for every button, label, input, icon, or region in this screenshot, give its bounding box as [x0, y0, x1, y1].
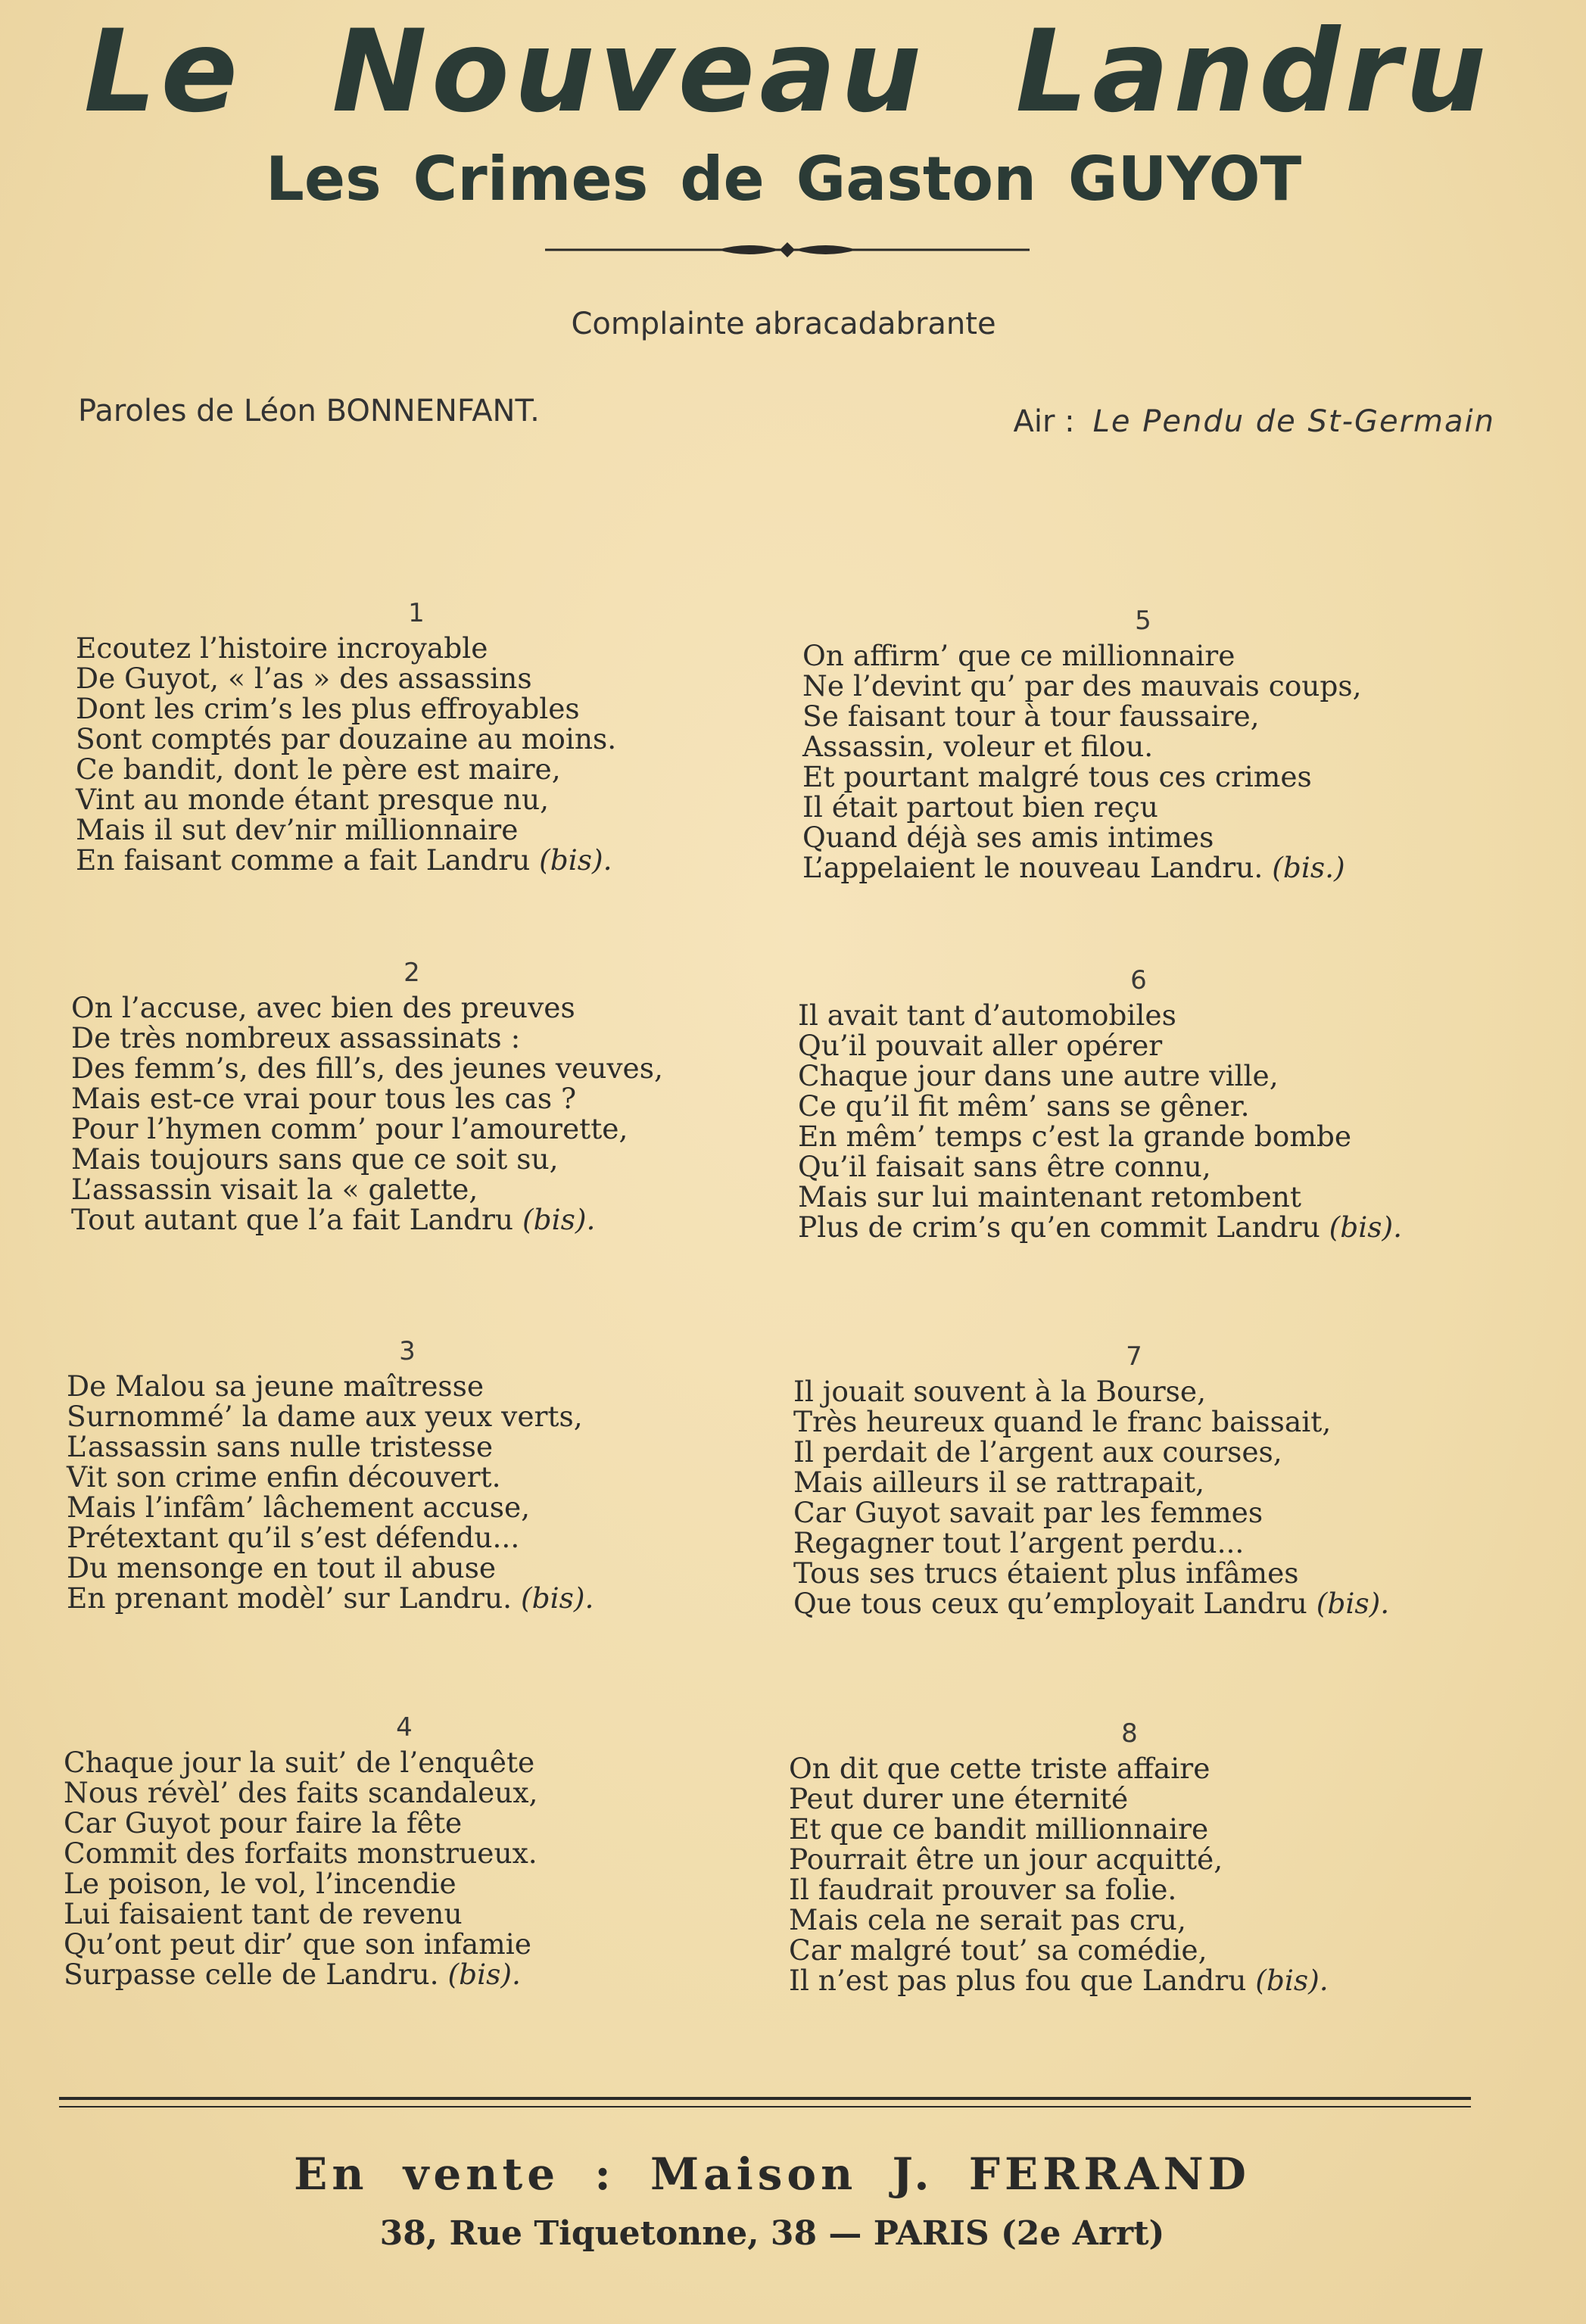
verse-line: Regagner tout l’argent perdu... [793, 1526, 1245, 1559]
verse-line-text: Que tous ceux qu’employait Landru [793, 1587, 1307, 1620]
verse-line: Peut durer une éternité [789, 1782, 1129, 1815]
air-title: Le Pendu de St-Germain [1092, 404, 1495, 439]
verse-line: L’assassin visait la « galette, [71, 1173, 478, 1206]
verse-line [71, 1204, 752, 1235]
bis-marker: (bis). [1316, 1587, 1390, 1620]
song-genre: Complainte abracadabrante [571, 307, 996, 341]
verse-line: Sont comptés par douzaine au moins. [76, 722, 617, 755]
verse-number: 7 [1126, 1341, 1142, 1372]
verse-line: Vint au monde étant presque nu, [76, 783, 550, 816]
verse-line: Tous ses trucs étaient plus infâmes [793, 1556, 1299, 1590]
verse-2 [71, 958, 752, 1235]
publisher-line: En vente : Maison J. FERRAND [294, 2148, 1251, 2200]
verse-number: 3 [399, 1336, 416, 1366]
bis-marker: (bis). [447, 1958, 521, 1991]
verse-7 [793, 1341, 1475, 1618]
verse-line [67, 1583, 748, 1613]
verse-line-text: Plus de crim’s qu’en commit Landru [798, 1210, 1320, 1244]
verse-line: Mais ailleurs il se rattrapait, [793, 1466, 1204, 1499]
verse-line [64, 1959, 745, 1989]
verse-1 [76, 598, 757, 875]
verse-line: Qu’il faisait sans être connu, [798, 1150, 1211, 1183]
verse-line: Car Guyot savait par les femmes [793, 1496, 1264, 1529]
verse-line: Commit des forfaits monstrueux. [64, 1836, 537, 1870]
verse-line: Mais il sut dev’nir millionnaire [76, 813, 519, 846]
air-label: Air : [1013, 404, 1075, 439]
verse-line: Et pourtant malgré tous ces crimes [802, 760, 1312, 793]
verse-number: 5 [1135, 606, 1151, 636]
bis-marker: (bis). [522, 1203, 596, 1236]
verse-number: 8 [1121, 1718, 1138, 1749]
verse-3 [67, 1336, 748, 1613]
verse-line-text: En prenant modèl’ sur Landru. [67, 1581, 513, 1615]
verse-line: Car malgré tout’ sa comédie, [789, 1933, 1207, 1967]
verse-line: Pourrait être un jour acquitté, [789, 1843, 1223, 1876]
bis-marker: (bis). [1329, 1210, 1403, 1244]
verse-4 [64, 1712, 745, 1989]
verse-line-text: En faisant comme a fait Landru [76, 843, 531, 877]
verse-line: Très heureux quand le franc baissait, [793, 1405, 1332, 1438]
verse-line: Pour l’hymen comm’ pour l’amourette, [71, 1112, 628, 1145]
verse-line: Surnommé’ la dame aux yeux verts, [67, 1400, 583, 1433]
verse-line: Mais l’infâm’ lâchement accuse, [67, 1491, 531, 1524]
verse-line: Il avait tant d’automobiles [798, 998, 1176, 1032]
verse-line: Il perdait de l’argent aux courses, [793, 1435, 1282, 1469]
verse-line: Et que ce bandit millionnaire [789, 1812, 1209, 1846]
verse-line: Il jouait souvent à la Bourse, [793, 1375, 1207, 1408]
verse-line [793, 1588, 1475, 1618]
verse-line: Nous révèl’ des faits scandaleux, [64, 1776, 538, 1809]
verse-line-text: L’appelaient le nouveau Landru. [802, 851, 1264, 884]
verse-number: 2 [404, 958, 420, 988]
page-subtitle: Les Crimes de Gaston GUYOT [265, 144, 1302, 214]
verse-line: Chaque jour dans une autre ville, [798, 1059, 1279, 1092]
verse-line: Se faisant tour à tour faussaire, [802, 699, 1260, 733]
verse-line: Le poison, le vol, l’incendie [64, 1867, 456, 1900]
page-title: Le Nouveau Landru [83, 6, 1491, 138]
verse-line: Il faudrait prouver sa folie. [789, 1873, 1177, 1906]
verse-line [798, 1212, 1479, 1242]
verse-line [802, 852, 1484, 883]
verse-line: Mais est-ce vrai pour tous les cas ? [71, 1082, 577, 1115]
verse-line: Mais sur lui maintenant retombent [798, 1180, 1301, 1213]
verse-line: De Guyot, « l’as » des assassins [76, 662, 532, 695]
verse-line-text: Il n’est pas plus fou que Landru [789, 1964, 1247, 1997]
verse-6 [798, 965, 1479, 1242]
verse-line: Ce qu’il fit mêm’ sans se gêner. [798, 1089, 1250, 1123]
verse-line: L’assassin sans nulle tristesse [67, 1430, 494, 1463]
verse-8 [789, 1718, 1470, 1995]
verse-5 [802, 606, 1484, 883]
bis-marker: (bis). [539, 843, 612, 877]
verse-line [76, 845, 757, 875]
ornament-divider [545, 235, 1030, 265]
verse-line: De très nombreux assassinats : [71, 1021, 521, 1055]
verse-number: 1 [408, 598, 425, 628]
verse-line: Quand déjà ses amis intimes [802, 821, 1214, 854]
verse-line: De Malou sa jeune maîtresse [67, 1369, 485, 1403]
verse-number: 4 [396, 1712, 413, 1743]
verse-line: Assassin, voleur et filou. [802, 730, 1154, 763]
verse-line: Mais cela ne serait pas cru, [789, 1903, 1186, 1936]
verse-line [789, 1965, 1470, 1995]
verse-line: Ce bandit, dont le père est maire, [76, 752, 561, 786]
verse-line: En mêm’ temps c’est la grande bombe [798, 1120, 1352, 1153]
verse-line: On dit que cette triste affaire [789, 1752, 1211, 1785]
verse-line: Du mensonge en tout il abuse [67, 1551, 497, 1584]
verse-line: Qu’il pouvait aller opérer [798, 1029, 1163, 1062]
verse-line: Mais toujours sans que ce soit su, [71, 1142, 559, 1176]
verse-number: 6 [1130, 965, 1147, 995]
verse-line: Lui faisaient tant de revenu [64, 1897, 463, 1930]
verse-line-text: Surpasse celle de Landru. [64, 1958, 439, 1991]
bis-marker: (bis). [520, 1581, 594, 1615]
verse-line: Il était partout bien reçu [802, 790, 1158, 824]
verse-line: Qu’ont peut dir’ que son infamie [64, 1927, 531, 1961]
verse-line: Chaque jour la suit’ de l’enquête [64, 1746, 535, 1779]
verse-line: Des femm’s, des fill’s, des jeunes veuves, [71, 1051, 663, 1085]
verse-line: Vit son crime enfin découvert. [67, 1460, 501, 1494]
verse-line: On affirm’ que ce millionnaire [802, 639, 1235, 672]
verse-line: Ecoutez l’histoire incroyable [76, 631, 488, 665]
verse-line-text: Tout autant que l’a fait Landru [71, 1203, 514, 1236]
publisher-address: 38, Rue Tiquetonne, 38 — PARIS (2e Arrt) [379, 2214, 1165, 2253]
footer-rule-thin [59, 2106, 1471, 2107]
footer-rule-thick [59, 2097, 1471, 2100]
verse-line: On l’accuse, avec bien des preuves [71, 991, 575, 1024]
verse-line: Ne l’devint qu’ par des mauvais coups, [802, 669, 1362, 702]
melody-credit [1014, 404, 1496, 439]
verse-line: Prétextant qu’il s’est défendu... [67, 1521, 520, 1554]
bis-marker: (bis). [1255, 1964, 1329, 1997]
verse-line: Dont les crim’s les plus effroyables [76, 692, 580, 725]
verse-line: Car Guyot pour faire la fête [64, 1806, 463, 1840]
lyrics-credit: Paroles de Léon BONNENFANT. [78, 394, 540, 428]
bis-marker: (bis.) [1272, 851, 1345, 884]
